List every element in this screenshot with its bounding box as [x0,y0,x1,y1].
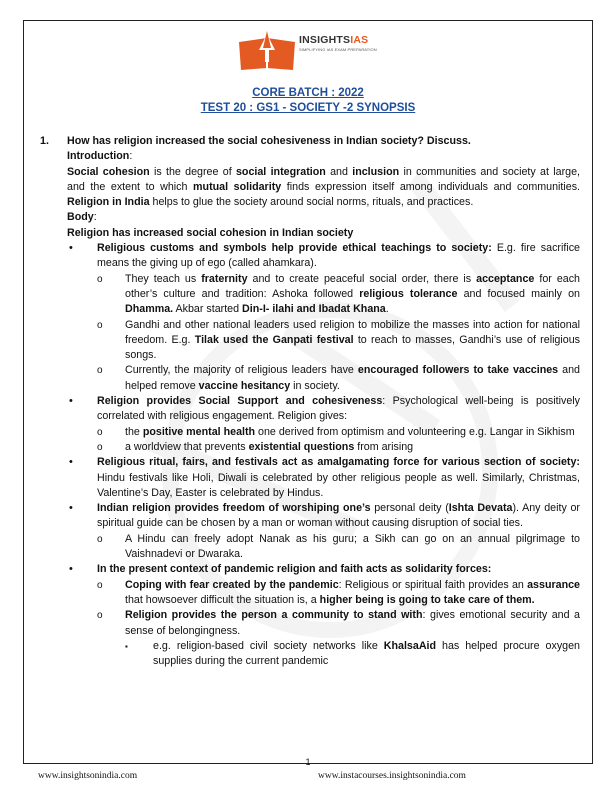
text-run: Coping with fear created by the pandemic [125,578,339,591]
body-heading: Body: [67,211,97,224]
text-run: Gandhi and other national leaders used religion to mobilize the masses into action for national freedom. E.g. [125,318,580,346]
text-run: existential questions [248,440,355,453]
text-run: personal deity ( [370,502,449,515]
text-run: fraternity [201,272,248,285]
text-run: : Psychological well-being is positively correlated with religious engagement. Religion gives: [97,395,580,423]
text-run: in society. [290,379,340,392]
list-item [67,501,580,532]
list-item-text [125,272,580,318]
text-run: finds expression itself among individuals and communities. [281,180,581,193]
text-run: social integration [235,165,326,178]
text-run: A Hindu can freely adopt Nanak as his guru; a Sikh can go on an annual pilgrimage to Vaishnadevi or Dwaraka. [125,532,580,561]
list-item [67,455,580,501]
text-run: E.g. fire sacrifice means the giving up of ego (called ahamkara). [97,242,581,270]
bullet-marker: o [97,365,103,377]
text-run: religious tolerance [359,287,458,300]
list-item [95,272,580,318]
text-run: Religious customs and symbols help provide ethical teachings to society: [97,242,492,255]
brand-name: INSIGHTSIAS [299,34,369,46]
bullet-marker: o [97,319,103,331]
list-item [67,241,580,272]
list-item-text [125,318,580,364]
bullet-marker: o [97,610,103,622]
list-item-text [97,394,580,425]
text-run: Religion in India [67,196,150,209]
list-item-text [125,425,580,440]
text-run: is the degree of [149,165,236,178]
text-run: In the present context of pandemic religion and faith acts as solidarity forces: [97,563,492,576]
question-number: 1. [40,135,49,147]
text-run: in communities and society at large, and the extent to which [67,165,580,193]
text-run: one derived from optimism and volunteering e.g. Langar in Sikhism [255,425,575,438]
text-run: : gives emotional security and a sense of belongingness. [125,609,580,637]
list-item-text [97,562,580,577]
bullet-marker: o [97,426,103,438]
bullet-marker: ▪ [125,641,128,651]
brand-tagline: SIMPLIFYING IAS EXAM PREPARATION [299,47,377,52]
text-run: acceptance [476,272,535,285]
text-run: Hindu festivals like Holi, Diwali is celebrated by other religious people as well. Similarly, Christmas, Valentine’s Day, Easter is celebrated by Hindus. [97,471,580,499]
bullet-marker: • [69,502,73,515]
text-run: Currently, the majority of religious leaders have [125,364,358,377]
bullet-marker: • [69,242,73,255]
text-run: Akbar started [173,303,243,316]
list-item-text [97,455,580,501]
footer-link-left[interactable]: www.insightsonindia.com [38,771,138,781]
page-number: 1 [305,757,311,767]
text-run: Religion provides Social Support and cohesiveness [97,395,383,408]
text-run: has helped procure oxygen supplies during the current pandemic [153,639,581,668]
list-item-text [125,363,580,394]
text-run: the [125,425,143,438]
intro-heading: Introduction: [67,150,133,163]
text-run: . [385,303,389,316]
intro-paragraph [67,165,580,211]
text-run: Religious ritual, fairs, and festivals act as amalgamating force for various section of society: [97,456,580,469]
text-run: They teach us [125,272,202,285]
text-run: : Religious or spiritual faith provides an [338,578,528,591]
bullet-marker: • [69,563,73,576]
list-item [95,578,580,609]
text-run: Dhamma. [125,303,174,316]
text-run: assurance [527,578,580,591]
bullet-marker: • [69,395,73,408]
list-item [123,639,580,670]
text-run: and focused mainly on [457,287,580,300]
text-run: Social cohesion [67,165,150,178]
text-run: vaccine hesitancy [198,379,291,392]
question-text: How has religion increased the social cohesiveness in Indian society? Discuss. [67,135,471,147]
list-item [95,608,580,639]
bullet-marker: o [97,273,103,285]
bullet-marker: o [97,579,103,591]
text-run: Din-I- ilahi and Ibadat Khana [242,303,386,316]
list-item-text [97,241,580,272]
list-item-text [153,639,580,670]
text-run: KhalsaAid [383,639,437,652]
batch-title: CORE BATCH : 2022 [252,87,364,99]
text-run: e.g. religion-based civil society networks like [153,639,384,652]
text-run: Religion provides the person a community to stand with [125,609,423,622]
text-run: ). Any deity or spiritual guide can be chosen by a man or woman without causing disruption of social ties. [97,502,580,530]
text-run: a worldview that prevents [125,440,249,453]
text-run: and [325,165,353,178]
text-run: Tilak used the Ganpati festival [194,333,354,346]
document-content [40,134,580,669]
list-item [95,318,580,364]
bullet-list [67,241,580,669]
list-item [95,363,580,394]
bullet-marker: • [69,456,73,469]
text-run: positive mental health [142,425,256,438]
question [40,134,580,669]
text-run: encouraged followers to take vaccines [357,364,559,377]
list-item [95,532,580,563]
text-run: for each other’s culture and tradition: Ashoka followed [125,272,581,300]
list-item-text [125,578,580,609]
footer-link-right[interactable]: www.instacourses.insightsonindia.com [318,771,466,781]
list-item-text [125,608,580,639]
list-item [95,440,580,455]
list-item [95,425,580,440]
text-run: and to create peaceful social order, there is [247,272,477,285]
text-run: Indian religion provides freedom of worshiping one’s [97,502,371,515]
text-run: and helped remove [125,364,580,392]
text-run: that howsoever difficult the situation is, a [125,593,320,606]
body-subheading: Religion has increased social cohesion in Indian society [67,226,354,239]
test-title: TEST 20 : GS1 - SOCIETY -2 SYNOPSIS [200,102,416,114]
text-run: Ishta Devata [448,502,513,515]
text-run: to reach to masses, Gandhi’s use of religious songs. [125,333,580,362]
bullet-marker: o [97,441,103,453]
text-run: from arising [354,440,414,453]
text-run: higher being is going to take care of them. [319,593,535,606]
bullet-marker: o [97,533,103,545]
text-run: inclusion [352,165,400,178]
list-item-text [125,440,580,455]
list-item-text [125,532,580,563]
list-item [67,394,580,425]
text-run: mutual solidarity [193,180,282,193]
text-run: helps to glue the society around social norms, rituals, and practices. [149,196,474,209]
list-item-text [97,501,580,532]
list-item [67,562,580,577]
